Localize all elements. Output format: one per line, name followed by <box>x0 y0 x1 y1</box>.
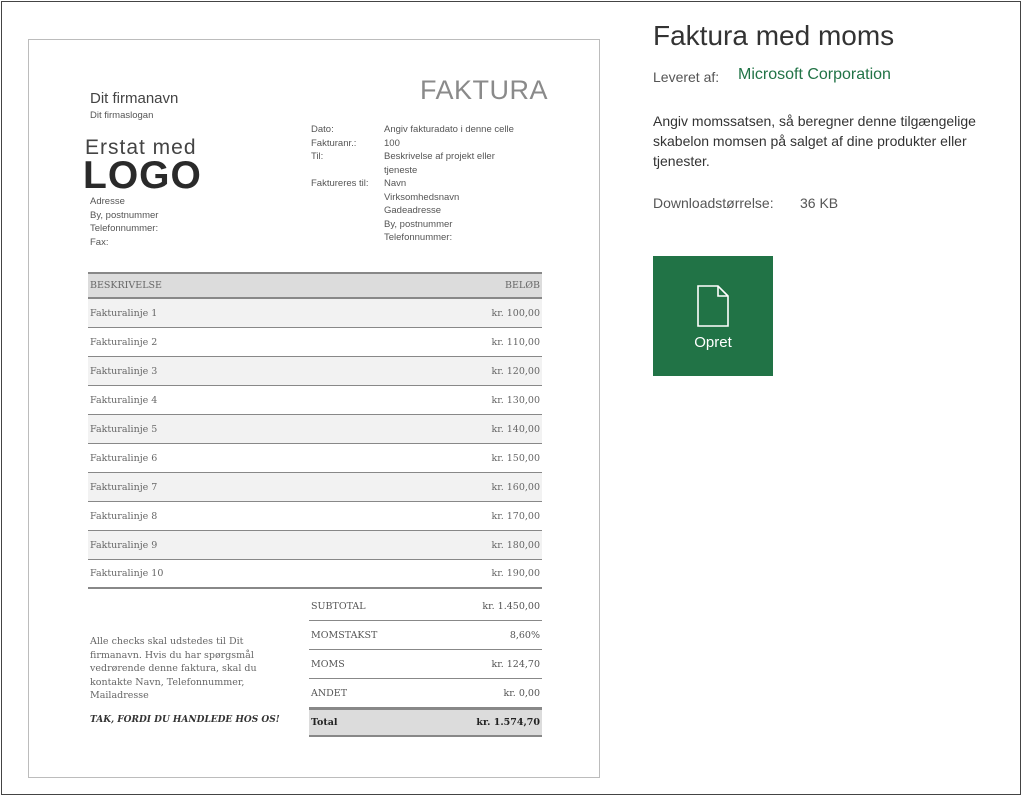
create-button-label: Opret <box>694 334 732 351</box>
template-dialog <box>1 1 1021 795</box>
table-row <box>88 328 542 357</box>
template-preview <box>28 39 600 778</box>
header-description: BESKRIVELSE <box>90 280 162 291</box>
info-label <box>311 164 381 178</box>
provider-label: Leveret af: <box>653 69 720 85</box>
info-value: Angiv fakturadato i denne celle <box>384 124 514 135</box>
line-amount: kr. 100,00 <box>491 307 540 319</box>
table-row <box>88 473 542 502</box>
company-name: Dit firmanavn <box>90 90 179 107</box>
invoice-lines-table <box>88 272 542 589</box>
invoice-title: FAKTURA <box>420 75 549 105</box>
template-description: Angiv momssatsen, så beregner denne tilgængelige skabelon momsen på salget af dine produkter eller tjenester. <box>653 113 976 169</box>
totals-label: Total <box>311 717 338 728</box>
line-description: Fakturalinje 6 <box>90 452 158 464</box>
table-header <box>88 272 542 299</box>
line-description: Fakturalinje 10 <box>90 568 164 579</box>
line-amount: kr. 150,00 <box>491 452 540 464</box>
table-row <box>88 444 542 473</box>
totals-value: kr. 0,00 <box>503 687 540 699</box>
table-row <box>88 502 542 531</box>
download-size-label: Downloadstørrelse: <box>653 195 774 211</box>
line-amount: kr. 110,00 <box>491 336 540 348</box>
payment-note: Alle checks skal udstedes til Dit firmanavn. Hvis du har spørgsmål vedrørende denne faktura, skal du kontakte Navn, Telefonnummer, Mailadresse <box>90 636 257 701</box>
header-amount: BELØB <box>505 280 540 291</box>
address-line: By, postnummer <box>90 209 159 221</box>
info-value: Gadeadresse <box>384 205 442 216</box>
totals-value: kr. 1.450,00 <box>482 600 540 612</box>
logo-placeholder-line1: Erstat med <box>85 136 197 159</box>
line-description: Fakturalinje 7 <box>90 481 158 493</box>
table-row <box>88 357 542 386</box>
totals-value: kr. 1.574,70 <box>476 717 540 728</box>
provider-name: Microsoft Corporation <box>738 66 891 83</box>
totals-row <box>309 679 542 708</box>
create-button[interactable] <box>653 256 773 376</box>
address-line: Adresse <box>90 196 125 207</box>
info-value: Telefonnummer: <box>384 232 453 243</box>
line-description: Fakturalinje 2 <box>90 336 158 348</box>
info-label: Fakturanr.: <box>311 137 357 149</box>
info-value: Virksomhedsnavn <box>384 191 460 203</box>
totals-row <box>309 621 542 650</box>
totals-row <box>309 592 542 621</box>
totals-row <box>309 650 542 679</box>
table-row <box>88 415 542 444</box>
line-amount: kr. 160,00 <box>491 481 540 493</box>
info-value: By, postnummer <box>384 218 453 230</box>
info-value: Navn <box>384 178 407 189</box>
line-amount: kr. 120,00 <box>491 365 540 377</box>
logo-placeholder-line2: LOGO <box>83 154 202 197</box>
info-label: Dato: <box>311 124 334 135</box>
line-description: Fakturalinje 3 <box>90 365 158 377</box>
totals-label: MOMS <box>311 658 345 670</box>
table-row <box>88 531 542 560</box>
address-line: Fax: <box>90 236 109 248</box>
address-line: Telefonnummer: <box>90 223 159 234</box>
table-row <box>88 386 542 415</box>
company-address <box>90 195 158 249</box>
info-label: Til: <box>311 151 324 162</box>
line-description: Fakturalinje 8 <box>90 510 158 522</box>
line-amount: kr. 180,00 <box>491 539 540 551</box>
invoice-info-labels <box>311 123 381 191</box>
line-amount: kr. 140,00 <box>491 423 540 435</box>
table-row <box>88 560 542 589</box>
document-icon <box>697 285 729 327</box>
totals-label: ANDET <box>311 687 348 699</box>
download-size-value: 36 KB <box>800 195 839 211</box>
company-slogan: Dit firmaslogan <box>90 110 154 121</box>
line-amount: kr. 170,00 <box>491 510 540 522</box>
line-description: Fakturalinje 9 <box>90 539 158 551</box>
totals-label: SUBTOTAL <box>311 600 366 612</box>
totals-table <box>309 592 542 737</box>
totals-value: 8,60% <box>509 629 540 641</box>
line-description: Fakturalinje 1 <box>90 307 158 319</box>
totals-label: MOMSTAKST <box>311 629 378 641</box>
info-value: 100 <box>384 137 400 149</box>
line-amount: kr. 130,00 <box>491 394 540 406</box>
line-amount: kr. 190,00 <box>491 568 540 579</box>
table-row <box>88 299 542 328</box>
totals-row-total <box>309 708 542 737</box>
line-description: Fakturalinje 4 <box>90 394 158 406</box>
line-description: Fakturalinje 5 <box>90 423 158 435</box>
invoice-info-values <box>384 123 544 245</box>
totals-value: kr. 124,70 <box>491 658 540 670</box>
info-value: tjeneste <box>384 164 418 176</box>
template-title: Faktura med moms <box>653 20 895 51</box>
info-value: Beskrivelse af projekt eller <box>384 151 495 162</box>
info-label: Faktureres til: <box>311 178 369 189</box>
thank-you-text: TAK, FORDI DU HANDLEDE HOS OS! <box>90 715 280 725</box>
